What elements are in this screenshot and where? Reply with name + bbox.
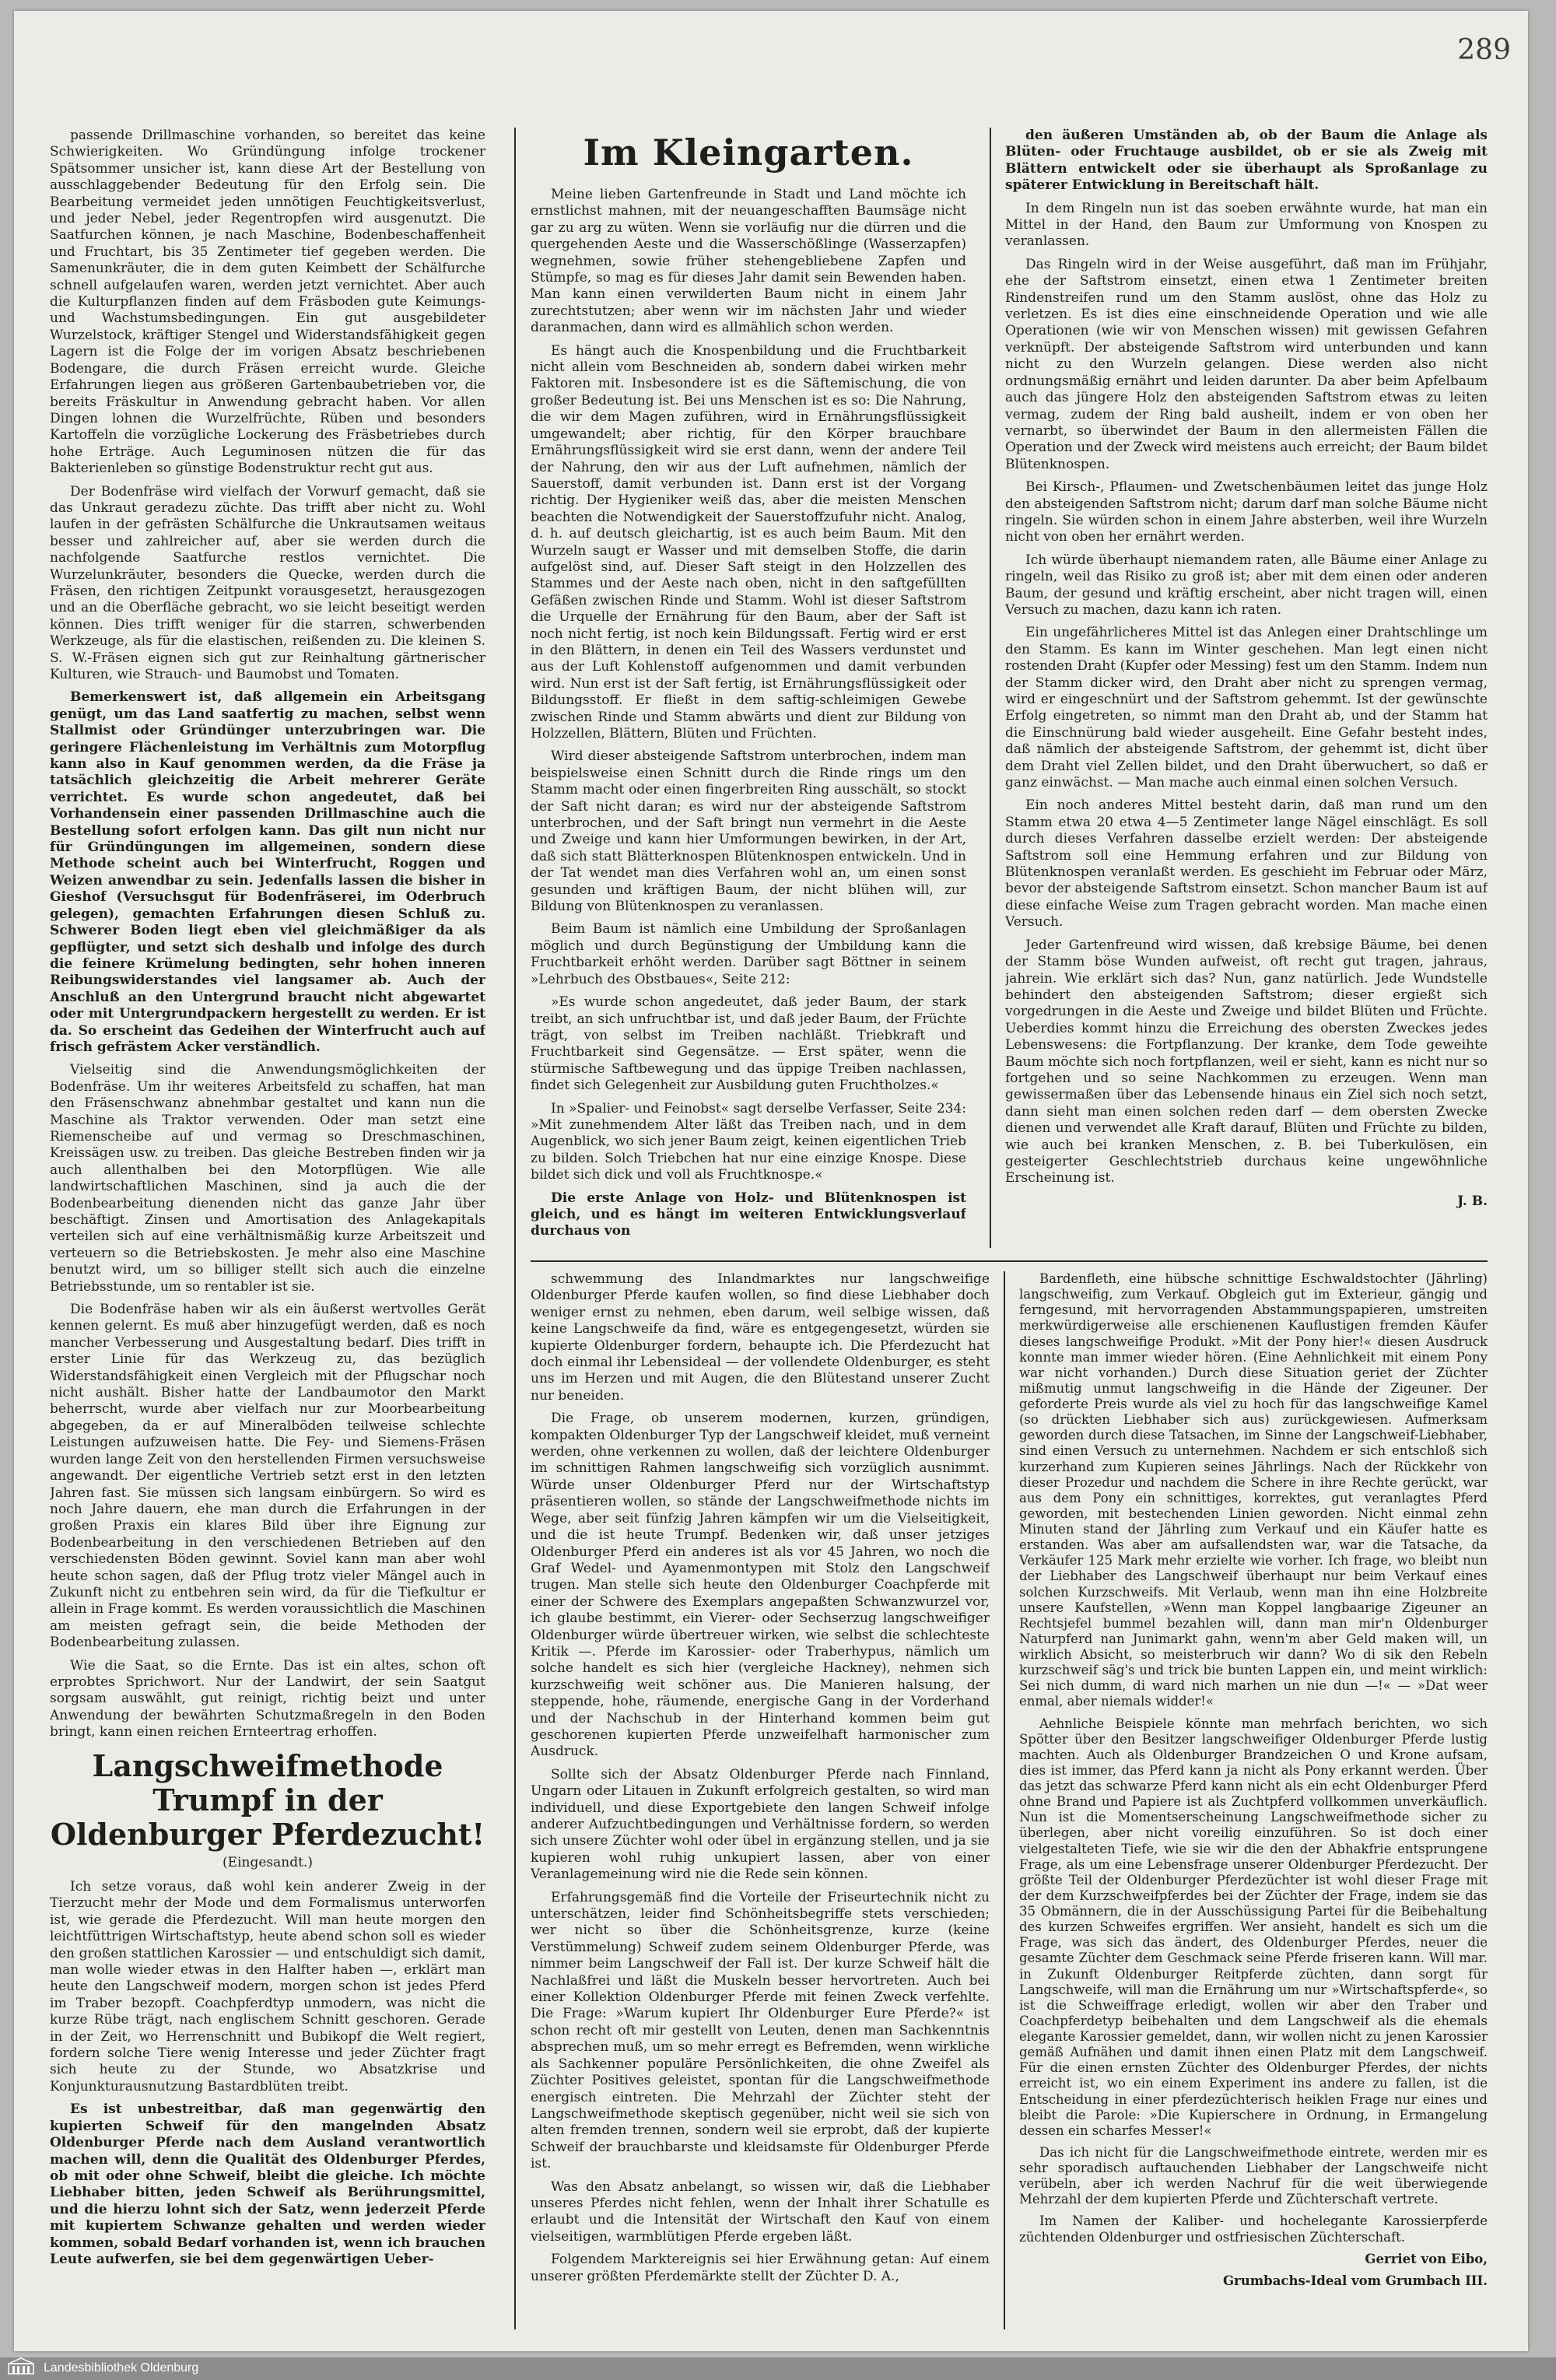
section-divider	[531, 1260, 1488, 1262]
column-2-bottom	[531, 1271, 990, 2329]
column-1-text	[50, 128, 485, 1741]
paragraph: »Es wurde schon angedeutet, daß jeder Baum, der stark treibt, an sich unfruchtbar ist, und daß jeder Baum, der Früchte trägt, von selbst im Treiben nachläßt. Triebkraft und Fruchtbarkeit sind Gegensätze. — Erst später, wenn die stürmische Saftbewegung und das üppige Treiben nachlassen, findet sich Gelegenheit zur Ausbildung guten Fruchtholzes.«	[531, 994, 966, 1094]
paragraph: Der Bodenfräse wird vielfach der Vorwurf gemacht, daß sie das Unkraut geradezu züchte. Das trifft aber nicht zu. Wohl laufen in der gefrästen Schälfurche die Unkrautsamen weitaus besser und zahlreicher auf, aber sie werden durch die nachfolgende Saatfurche restlos vernichtet. Die Wurzelunkräuter, besonders die Quecke, werden durch die Fräsen, den richtigen Zeitpunkt vorausgesetzt, herausgezogen und an die Oberfläche gebracht, wo sie leicht beseitigt werden können. Dies trifft weniger für die starren, schwerbenden Werkzeuge, als für die elastischen, reißenden zu. Die kleinen S. S. W.-Fräsen eignen sich gut zur Reinhaltung gärtnerischer Kulturen, wie Strauch- und Baumobst und Tomaten.	[50, 483, 485, 682]
column-2	[531, 128, 966, 1248]
paragraph: In »Spalier- und Feinobst« sagt derselbe Verfasser, Seite 234: »Mit zunehmendem Alter läßt das Treiben nach, und in dem Augenblick, wo sich jener Baum zeigt, keinen eigentlichen Trieb zu bilden. Solch Triebchen hat nur eine einzige Knospe. Diese bildet sich dick und voll als Fruchtknospe.«	[531, 1100, 966, 1183]
page-number: 289	[1457, 34, 1511, 66]
paragraph: Wie die Saat, so die Ernte. Das ist ein altes, schon oft erprobtes Sprichwort. Nur der Landwirt, der sein Saatgut sorgsam auswählt, gut reinigt, richtig beizt und unter Anwendung der bewährten Schutzmaßregeln in den Boden bringt, kann einen reichen Ernteertrag erhoffen.	[50, 1657, 485, 1740]
column-3	[1005, 128, 1488, 1248]
paragraph: Beim Baum ist nämlich eine Umbildung der Sproßanlagen möglich und durch Begünstigung der Umbildung kann die Fruchtbarkeit erhöht werden. Darüber sagt Böttner in seinem »Lehrbuch des Obstbaues«, Seite 212:	[531, 921, 966, 987]
paragraph: Was den Absatz anbelangt, so wissen wir, daß die Liebhaber unseres Pferdes nicht fehlen, wenn der Inhalt ihrer Schatulle es erlaubt und die Intensität der Wirtschaft den Kauf von einem vielseitigen, warmblütigen Pferde ergeben läßt.	[531, 2178, 990, 2245]
column-divider-3	[1004, 1271, 1005, 2329]
paragraph: Wird dieser absteigende Saftstrom unterbrochen, indem man beispielsweise einen Schnitt durch die Rinde rings um den Stamm macht oder einen fingerbreiten Ring ausschält, so stockt der Saft nicht daran; es wird nur der absteigende Saftstrom unterbrochen, und der Saft bringt nun vermehrt in die Aeste und Zweige und kann hier Umformungen bewirken, in der Art, daß sich statt Blätterknospen Blütenknospen entwickeln. Und in der Tat wendet man dies Verfahren wohl an, um einen sonst gesunden und kräftigen Baum, der nicht blühen will, zur Bildung von Blütenknospen zu veranlassen.	[531, 748, 966, 915]
paragraph: In dem Ringeln nun ist das soeben erwähnte wurde, hat man ein Mittel in der Hand, den Baum zur Umformung von Knospen zu veranlassen.	[1005, 200, 1488, 250]
article-subtitle: (Eingesandt.)	[223, 1854, 313, 1870]
article-title-langschweif: Langschweifmethode Trumpf in der Oldenburger Pferdezucht!	[50, 1747, 485, 1852]
paragraph: passende Drillmaschine vorhanden, so bereitet das keine Schwierigkeiten. Wo Gründüngung infolge trockener Spätsommer unsicher ist, kann diese Art der Bestellung von ausschlaggebender Bedeutung für den Erfolg sein. Die Bearbeitung vermeidet jeden unnötigen Feuchtigkeitsverlust, und jeder Nebel, jeder Regentropfen wird ausgenutzt. Die Saatfurchen können, je nach Maschine, Bodenbeschaffenheit und Fruchtart, bis 35 Zentimeter tief gegeben werden. Die Samenunkräuter, die in dem guten Keimbett der Schälfurche schnell aufgelaufen waren, werden jetzt vernichtet. Aber auch die Kulturpflanzen finden auf dem Fräsboden gute Keimungs- und Wachstumsbedingungen. Ein gut ausgebildeter Wurzelstock, kräftiger Stengel und Widerstandsfähigkeit gegen Lagern ist die Folge der im vorigen Absatz beschriebenen Bodengare, die durch Fräsen erreicht wurde. Gleiche Erfahrungen liegen aus größeren Gartenbaubetrieben vor, die bereits Fräskultur in Anwendung gebracht haben. Vor allen Dingen lohnen die Wurzelfrüchte, Rüben und besonders Kartoffeln die vorzügliche Lockerung des Fräsbetriebes durch hohe Erträge. Auch Leguminosen nützen die für das Bakterienleben so günstige Bodenstruktur recht gut aus.	[50, 128, 485, 477]
paragraph: Die Bodenfräse haben wir als ein äußerst wertvolles Gerät kennen gelernt. Es muß aber hinzugefügt werden, daß es noch mancher Verbesserung und Ausgestaltung bedarf. Dies trifft in erster Linie für das Werkzeug zu, das bezüglich Widerstandsfähigkeit einen Vergleich mit der Pflugschar noch nicht aushält. Bisher hatte der Landbaumotor den Markt beherrscht, wurde aber vielfach nur zur Moorbearbeitung abgegeben, da er auf Mineralböden teilweise schlechte Leistungen aufzuweisen hatte. Die Fey- und Siemens-Fräsen wurden lange Zeit von den herstellenden Firmen versuchsweise angewandt. Der eigentliche Vertrieb setzt erst in den letzten Jahren fast. Sie müssen sich langsam einbürgern. So wird es noch Jahre dauern, ehe man durch die Erfahrungen in der großen Praxis ein klares Bild über ihre Eignung zur Bodenbearbeitung in den verschiedenen Betrieben auf den verschiedensten Böden gewinnt. Soviel kann man aber wohl heute schon sagen, daß der Pflug trotz vieler Mängel auch in Zukunft nicht zu entbehren sein wird, da für die Tiefkultur er allein in Frage kommt. Es werden voraussichtlich die Maschinen am meisten gefragt sein, die beide Methoden der Bodenbearbeitung zulassen.	[50, 1302, 485, 1651]
column-2-text	[531, 187, 966, 1240]
paragraph: Es ist unbestreitbar, daß man gegenwärtig den kupierten Schweif für den mangelnden Absatz Oldenburger Pferde nach dem Ausland verantwortlich machen will, denn die Qualität des Oldenburger Pferdes, ob mit oder ohne Schweif, bleibt die gleiche. Ich möchte Liebhaber bitten, jeden Schweif als Berührungsmittel, und die hierzu lohnt sich der Satz, wenn jederzeit Pferde mit kupiertem Schwanze gehalten und werden wieder kommen, sobald Bedarf vorhanden ist, wenn ich brauchen Leute aufwerfen, sie bei dem gegenwärtigen Ueber-	[50, 2101, 485, 2267]
paragraph: Im Namen der Kaliber- und hochelegante Karossierpferde züchtenden Oldenburger und ostfriesischen Züchterschaft.	[1019, 2214, 1488, 2245]
paragraph: schwemmung des Inlandmarktes nur langschweifige Oldenburger Pferde kaufen wollen, so find diese Liebhaber doch weniger ernst zu nehmen, eben darum, weil selbige wissen, daß keine Langschweife da find, wäre es entgegengesetzt, würden sie kupierte Oldenburger fordern, behaupte ich. Die Pferdezucht hat doch einmal ihr Lebensideal — der vollendete Oldenburger, es steht uns im Herzen und mit Augen, die den Blütestand unserer Zucht nur beneiden.	[531, 1271, 990, 1404]
paragraph: Sollte sich der Absatz Oldenburger Pferde nach Finnland, Ungarn oder Litauen in Zukunft erfolgreich gestalten, so wird man individuell, und diese Exportgebiete den langen Schweif infolge anderer Aufzuchtbedingungen und Verhältnisse fordern, so werden sich unsere Züchter wohl oder übel in ergänzung stellen, und ja sie kupieren wohl ruhig unkupiert lassen, aber von einer Veranlagemeinung wird nie die Rede sein können.	[531, 1766, 990, 1883]
paragraph: Vielseitig sind die Anwendungsmöglichkeiten der Bodenfräse. Um ihr weiteres Arbeitsfeld zu schaffen, hat man den Fräsenschwanz abnehmbar gestaltet und kann nun die Maschine als Traktor verwenden. Oder man setzt eine Riemenscheibe auf und vermag so Dreschmaschinen, Kreissägen usw. zu treiben. Das gleiche Bestreben finden wir ja auch allenthalben bei den Motorpflügen. Wie alle landwirtschaftlichen Maschinen, sind ja auch die der Bodenbearbeitung dienenden nicht das ganze Jahr über beschäftigt. Zinsen und Amortisation des Anlagekapitals verteilen sich auf eine verhältnismäßig kurze Arbeitszeit und verteuern so die Betriebskosten. Je mehr also eine Maschine benutzt wird, um so billiger stellt sich auch die einzelne Betriebsstunde, um so rentabler ist sie.	[50, 1062, 485, 1295]
paragraph: Meine lieben Gartenfreunde in Stadt und Land möchte ich ernstlichst mahnen, mit der neuangeschafften Baumsäge nicht gar zu arg zu wüten. Wenn sie vorläufig nur die dürren und die quergehenden Aeste und die Wasserschößlinge (Wasserzapfen) wegnehmen, sowie früher stehengebliebene Zapfen und Stümpfe, so mag es für dieses Jahr damit sein Bewenden haben. Man kann einen verwilderten Baum nicht in einem Jahr zurechtstutzen; aber wenn wir im nächsten Jahr und wieder daranmachen, dann wird es allmählich schon werden.	[531, 187, 966, 336]
library-name: Landesbibliothek Oldenburg	[44, 2361, 199, 2375]
paragraph: Die Frage, ob unserem modernen, kurzen, gründigen, kompakten Oldenburger Typ der Langschweif kleidet, muß verneint werden, ohne verkennen zu wollen, daß der leichtere Oldenburger im schnittigen Rahmen langschweifig sich vorzüglich ausnimmt. Würde unser Oldenburger Pferd nur der Wirtschaftstyp präsentieren wollen, so stände der Langschweifmethode nichts im Wege, aber seit fünfzig Jahren kämpfen wir um die Vielseitigkeit, und die ist heute Trumpf. Bedenken wir, daß unser jetziges Oldenburger Pferd ein anderes ist als vor 45 Jahren, wo noch die Graf Wedel- und Ayamenmontypen mit Stolz den Langschweif trugen. Man stelle sich heute den Oldenburger Coachpferde mit einer der Schwere des Exemplars angepaßten Schwanzwurzel vor, ich glaube bestimmt, ein Vierer- oder Sechserzug langschweifiger Oldenburger würde übertreuer wirken, wie selbst die schlechteste Kritik —. Pferde im Karossier- oder Traberhypus, nämlich um solche handelt es sich hier (vergleiche Hackney), nehmen sich kurzschweifig weit schöner aus. Die Manieren halsung, der steppende, hohe, räumende, energische Gang in der Vorderhand und der Nachschub in der Hinterhand kommen beim gut geschorenen kupierten Pferde unzweifelhaft harmonischer zum Ausdruck.	[531, 1411, 990, 1760]
library-footer	[0, 2357, 1556, 2380]
column-3-bottom	[1019, 1271, 1488, 2329]
column-divider-2	[990, 128, 991, 1248]
column-1-article2-text	[50, 1879, 485, 2268]
signature-jb: J. B.	[1457, 1193, 1488, 1209]
paragraph: Aehnliche Beispiele könnte man mehrfach berichten, wo sich Spötter über den Besitzer langschweifiger Oldenburger Pferde lustig machten. Auch als Oldenburger Brandzeichen O und Krone aufsam, dies ist immer, das Pferd kann ja nicht als Pony erkannt werden. Über das jetzt das schwarze Pferd kann nicht als ein echt Oldenburger Pferd ohne Brand und Papiere ist als Zuchtpferd vollkommen unverkäuflich. Nun ist die Momentserscheinung Langschweifmethode sicher zu überlegen, aber nicht voreilig einzuführen. So ist doch einer vielgestalteten Tiefe, wie sie wir die den der Abhakfrie entsprungene Frage, als um eine Lebensfrage unserer Oldenburger Pferdezucht. Der größte Teil der Oldenburger Pferdezüchter ist wohl dieser Frage mit der dem Kurzschweifpferdes bei der Züchter der Frage, indem sie das 35 Obmännern, die in der Ausschüssigung Partei für die Beibehaltung des kurzen Schweifes ergriffen. Wer ansieht, handelt es sich um die Frage, was sich das ändert, des Oldenburger Pferdes, neuer die gesamte Züchter dem Geschmack seine Pferde friseren kann. Will mar. in Zukunft Oldenburger Reitpferde züchten, dann sorgt für Langschweife, will man die Ernährung um nur »Wirtschaftspferde«, so ist die Schweiffrage erledigt, wollen wir aber den Traber und Coachpferdetyp beibehalten und dem Langschweif als die ehemals elegante Karossier gemeldet, dann, wir wollen nicht zu jenen Karossier gemäß Aufnähen und damit ihnen einen Platz mit dem Langschweif. Für die einen ernsten Züchter des Oldenburger Pferdes, der nichts erreicht ist, wo ein einem Experiment ins andere zu fallen, ist die Entscheidung in einer pferdezüchterisch heiklen Frage nur eines und bleibt die Parole: »Die Kupierschere in Ordnung, in Ermangelung dessen ein scharfes Messer!«	[1019, 1716, 1488, 2138]
paragraph: Die erste Anlage von Holz- und Blütenknospen ist gleich, und es hängt im weiteren Entwicklungsverlauf durchaus von	[531, 1190, 966, 1239]
signature-grumbach: Grumbachs-Ideal vom Grumbach III.	[1222, 2273, 1488, 2288]
signature-gerriet: Gerriet von Eibo,	[1365, 2251, 1488, 2266]
column-2-bottom-text	[531, 1271, 990, 2285]
paragraph: Bardenfleth, eine hübsche schnittige Eschwaldstochter (Jährling) langschweifig, zum Verkauf. Obgleich gut im Exterieur, gängig und ferngesund, mit hervorragenden Abstammungspapieren, umstreiten merkwürdigerweise alle erschienenen Kauflustigen fremden Käufer dieses langschweifige Produkt. »Mit der Pony hier!« diesen Ausdruck konnte man immer wieder hören. (Eine Aehnlichkeit mit einem Pony war nicht vorhanden.) Durch diese Situation geriet der Züchter mißmutig unmut langschweifig in die Hände der Zigeuner. Der geforderte Preis wurde als viel zu hoch für das langschweifige Kamel (so drückten Liebhaber sich aus) zurückgewiesen. Aufmerksam geworden durch diese Tatsachen, im Sinne der Langschweif-Liebhaber, sind einen Versuch zu unternehmen. Nachdem er sich entschloß sich kurzerhand zum Kupieren seines Jährlings. Nach der Rückkehr von dieser Prozedur und nachdem die Schere in ihre Rechte gerückt, war aus dem Pony ein schnittiges, korrektes, gut veranlagtes Pferd geworden, mit bestechenden Linien geworden. Nicht einmal zehn Minuten stand der Jährling zum Verkauf und ein Käufer hatte es erstanden. Was aber am aufsallendsten war, war die Tatsache, da Verkäufer 125 Mark mehr erzielte wie vorher. Ich frage, wo bleibt nun der Liebhaber des Langschweif überhaupt nur beim Verkauf eines solchen Kurzschweifs. Mit Verlaub, wenn man ihn eine Holzbreite unsere Kaufstellen, »Wenn man Koppel langbaarige Zigeuner an Rechtsjefel bummel bezahlen will, dann man mir'n Oldenburger Naturpferd nan Junimarkt gahn, wenn'm aber Geld maken will, un wirklich Absicht, so meisterbruch wir dann? Wo di sik den Rebeln kurzschweif säg's und trick bie bunten Lappen ein, und meint wirklich: Sei nich dumm, di ward nich marhen un nie dun —!« — »Dat weer enmal, aber niemals widder!«	[1019, 1271, 1488, 1709]
newspaper-page	[14, 11, 1528, 2351]
paragraph: Das ich nicht für die Langschweifmethode eintrete, werden mir es sehr sporadisch auftauchenden Liebhaber der Langschweife nicht verübeln, aber ich werden Nachruf für die weit überwiegende Mehrzahl der dem kupierten Pferde und Züchterschaft vertrete.	[1019, 2144, 1488, 2207]
column-3-text	[1005, 128, 1488, 1187]
paragraph: Bemerkenswert ist, daß allgemein ein Arbeitsgang genügt, um das Land saatfertig zu machen, selbst wenn Stallmist oder Gründünger unterzubringen war. Die geringere Flächenleistung im Verhältnis zum Motorpflug kann also in Kauf genommen werden, da die Fräse ja tatsächlich gleichzeitig die Arbeit mehrerer Geräte verrichtet. Es wurde schon angedeutet, daß bei Vorhandensein einer passenden Drillmaschine auch die Bestellung sofort erfolgen kann. Das gilt nun nicht nur für Gründüngungen im allgemeinen, sondern diese Methode scheint auch bei Winterfrucht, Roggen und Weizen anwendbar zu sein. Jedenfalls lassen die bisher in Gieshof (Versuchsgut für Bodenfräserei, im Oderbruch gelegen), gemachten Erfahrungen diesen Schluß zu. Schwerer Boden liegt eben viel gleichmäßiger da als gepflügter, und setzt sich deshalb und infolge des durch die feinere Krümelung bedingten, sehr hohen inneren Reibungswiderstandes viel langsamer ab. Auch der Anschluß an den Untergrund braucht nicht abgewartet oder mit Untergrundpackern hergestellt zu werden. Er ist da. So erscheint das Gedeihen der Winterfrucht auch auf frisch gefrästem Acker verständlich.	[50, 689, 485, 1055]
paragraph: Ein noch anderes Mittel besteht darin, daß man rund um den Stamm etwa 20 etwa 4—5 Zentimeter lange Nägel einschlägt. Es soll durch dieses Verfahren dasselbe erzielt werden: Der absteigende Saftstrom soll eine Hemmung erfahren und zur Bildung von Blütenknospen veranlaßt werden. Es geschieht im Februar oder März, bevor der absteigende Saftstrom einsetzt. Schon mancher Baum ist auf diese einfache Weise zum Tragen gebracht worden. Man mache einen Versuch.	[1005, 797, 1488, 931]
paragraph: Ich würde überhaupt niemandem raten, alle Bäume einer Anlage zu ringeln, weil das Risiko zu groß ist; aber mit dem einen oder anderen Baum, der gesund und kräftig erscheint, aber nicht tragen will, einen Versuch zu machen, dazu kann ich raten.	[1005, 552, 1488, 618]
paragraph: Jeder Gartenfreund wird wissen, daß krebsige Bäume, bei denen der Stamm böse Wunden aufweist, oft recht gut tragen, jahraus, jahrein. Wie erklärt sich das? Nun, ganz natürlich. Jede Wundstelle behindert den absteigenden Saftstrom; dieser ergießt sich vorgedrungen in die Aeste und Zweige und bildet Blüten und Früchte. Ueberdies kommt hinzu die Erreichung des obersten Zweckes jedes Lebenswesens: die Fortpflanzung. Der kranke, dem Tode geweihte Baum möchte sich noch fortpflanzen, weil er sieht, kann es nicht nur so fortgehen und so seine Nachkommen zu erzeugen. Wenn man gewissermaßen über das Lebensende hinaus ein Ziel sich noch setzt, dann sieht man einen solchen reden darf — dem obersten Zwecke dienen und verwendet alle Kraft darauf, Blüten und Früchte zu bilden, wie auch bei kranken Menschen, z. B. bei Tuberkulösen, ein gesteigerter Geschlechtstrieb durchaus keine ungewöhnliche Erscheinung ist.	[1005, 937, 1488, 1186]
library-logo-icon	[8, 2357, 34, 2375]
paragraph: den äußeren Umständen ab, ob der Baum die Anlage als Blüten- oder Fruchtauge ausbildet, ob er sie als Zweig mit Blättern entwickelt oder sie überhaupt als Sproßanlage zu späterer Entwicklung in Bereitschaft hält.	[1005, 128, 1488, 194]
headline-im-kleingarten: Im Kleingarten.	[583, 131, 914, 174]
paragraph: Ein ungefährlicheres Mittel ist das Anlegen einer Drahtschlinge um den Stamm. Es kann im Winter geschehen. Man legt einen nicht rostenden Draht (Kupfer oder Messing) fest um den Stamm. Indem nun der Stamm dicker wird, den Draht aber nicht zu sprengen vermag, wird er eingeschnürt und der Saftstrom gehemmt. Ist der gewünschte Erfolg eingetreten, so nimmt man den Draht ab, und der Stamm hat die Einschnürung bald wieder ausgeheilt. Eine Gefahr besteht indes, daß nämlich der absteigende Saftstrom, der gehemmt ist, dicht über dem Draht viel Zellen bildet, und den Draht überwuchert, so daß er ganz einwächst. — Man mache auch einmal einen solchen Versuch.	[1005, 625, 1488, 791]
paragraph: Das Ringeln wird in der Weise ausgeführt, daß man im Frühjahr, ehe der Saftstrom einsetzt, einen etwa 1 Zentimeter breiten Rindenstreifen rund um den Stamm auslöst, ohne das Holz zu verletzen. Es ist dies eine einschneidende Operation und wie alle Operationen (wie wir von Menschen wissen) mit gewissen Gefahren verknüpft. Der absteigende Saftstrom wird unterbunden und kann nicht zu den Wurzeln gelangen. Diese werden also nicht ordnungsmäßig ernährt und leiden darunter. Da aber beim Apfelbaum auch das jüngere Holz den absteigenden Saftstrom etwas zu leiten vermag, zudem der Ring bald ausheilt, indem er von oben her vernarbt, so überwindet der Baum in den allermeisten Fällen die Operation und der Zweck wird meistens auch erreicht; der Baum bildet Blütenknospen.	[1005, 256, 1488, 472]
paragraph: Folgendem Marktereignis sei hier Erwähnung getan: Auf einem unserer größten Pferdemärkte stellt der Züchter D. A.,	[531, 2252, 990, 2284]
paragraph: Bei Kirsch-, Pflaumen- und Zwetschenbäumen leitet das junge Holz den absteigenden Saftstrom nicht; darum darf man solche Bäume nicht ringeln. Sie würden schon in einem Jahre absterben, weil ihre Wurzeln nicht von oben her ernährt werden.	[1005, 479, 1488, 545]
column-divider-1	[514, 128, 516, 2329]
paragraph: Es hängt auch die Knospenbildung und die Fruchtbarkeit nicht allein vom Beschneiden ab, sondern dabei wirken mehr Faktoren mit. Insbesondere ist es die Säftemischung, die von großer Bedeutung ist. Bei uns Menschen ist es so: Die Nahrung, die wir dem Magen zuführen, wird in Ernährungsflüssigkeit umgewandelt; aber richtig, für den Körper brauchbare Ernährungsflüssigkeit wird sie erst dann, wenn der andere Teil der Nahrung, den wir aus der Luft aufnehmen, nämlich der Sauerstoff, damit verbunden ist. Dann erst ist der Vorgang richtig. Der Hygieniker weiß das, aber die meisten Menschen beachten die Notwendigkeit der Sauerstoffzufuhr nicht. Analog, d. h. auf deutsch gleichartig, ist es auch beim Baum. Mit den Wurzeln saugt er Wasser und mit demselben Stoffe, die darin aufgelöst sind, auf. Dieser Saft steigt in den Holzzellen des Stammes und der Aeste nach oben, nicht in den saftgefüllten Gefäßen zwischen Rinde und Stamm. Wohl ist dieser Saftstrom die Urquelle der Ernährung für den Baum, aber der Saft ist noch nicht fertig, ist noch kein Bildungssaft. Fertig wird er erst in den Blättern, in denen ein Teil des Wassers verdunstet und aus der Luft Kohlenstoff aufgenommen und damit verbunden wird. Nun erst ist der Saft fertig, ist Ernährungsflüssigkeit oder Bildungsstoff. Er fließt in dem saftig-schleimigen Gewebe zwischen Rinde und Stamm abwärts und dient zur Bildung von Holzzellen, Blättern, Blüten und Früchten.	[531, 342, 966, 741]
paragraph: Ich setze voraus, daß wohl kein anderer Zweig in der Tierzucht mehr der Mode und dem Formalismus unterworfen ist, wie gerade die Pferdezucht. Will man heute morgen den leichtfüttrigen Wirtschaftstyp, heute abend schon soll es wieder den großen stattlichen Karossier — und entschuldigt sich damit, man wolle wieder etwas in den Halfter haben —, erklärt man heute den Langschweif modern, morgen schon ist jedes Pferd im Traber bezopft. Coachpferdtyp unmodern, was nicht die kurze Rübe trägt, nach englischem Schnitt geschoren. Gerade in der Zeit, wo Herrenschnitt und Bubikopf die Welt regiert, fordern solche Tiere wenig Interesse und jeder Züchter fragt sich heute zu der Stunde, wo Absatzkrise und Konjunkturausnutzung Bastardblüten treibt.	[50, 1879, 485, 2094]
column-3-bottom-text	[1019, 1271, 1488, 2245]
column-1	[50, 128, 485, 2337]
paragraph: Erfahrungsgemäß find die Vorteile der Friseurtechnik nicht zu unterschätzen, leider find Schönheitsbegriffe stets verschieden; wer nicht so über die Schönheitsgrenze, kurze (keine Verstümmelung) Schweif zudem seinem Oldenburger Pferde, was nimmer beim Langschweif der Fall ist. Der kurze Schweif hält die Nachlaßfrei und läßt die Muskeln besser hervortreten. Auch bei einer Kollektion Oldenburger Pferde mit feinen Zweck verfehlte. Die Frage: »Warum kupiert Ihr Oldenburger Eure Pferde?« ist schon recht oft mir gestellt von Leuten, denen man Sachkenntnis absprechen muß, um so mehr erregt es Befremden, wenn wirkliche als Sachkenner populäre Persönlichkeiten, die ohne Zweifel als Züchter Positives geleistet, spontan für die Langschweifmethode energisch eintreten. Die Mehrzahl der Züchter steht der Langschweifmethode skeptisch gegenüber, nicht weil sie sich von alten fremden trennen, sondern weil sie erprobt, daß der kupierte Schweif der brauchbarste und kleidsamste für Oldenburger Pferde ist.	[531, 1889, 990, 2172]
